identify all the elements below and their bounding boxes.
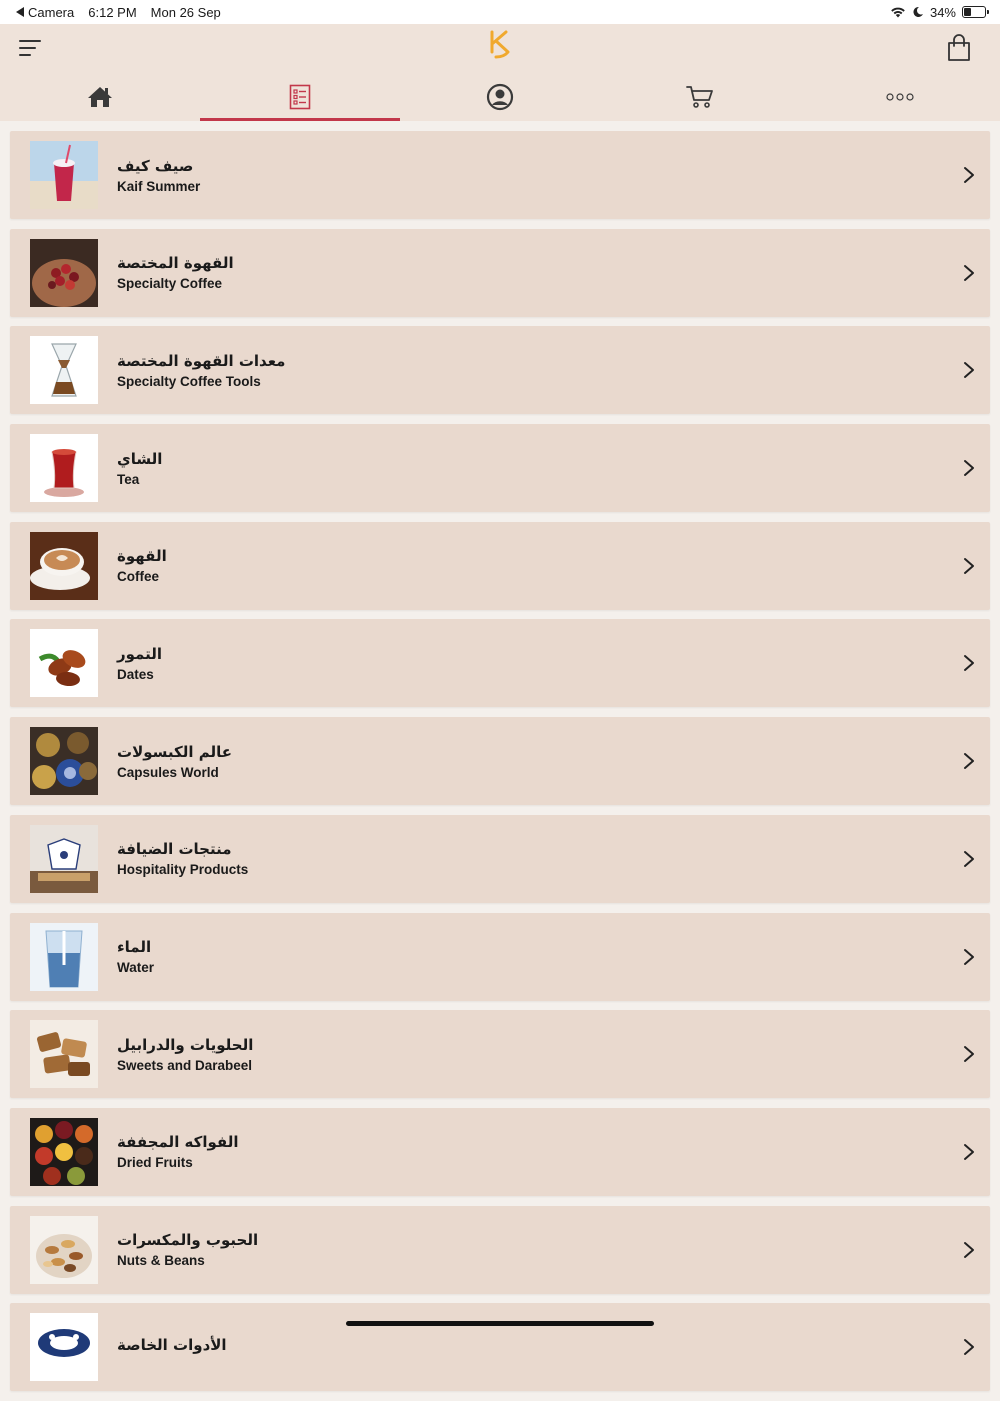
- home-indicator[interactable]: [346, 1321, 654, 1326]
- category-thumbnail: [30, 1118, 98, 1186]
- water-image: [30, 923, 98, 991]
- category-name-english: Sweets and Darabeel: [117, 1057, 253, 1073]
- coffee-cherries-image: [30, 239, 98, 307]
- category-row-chemex[interactable]: [10, 326, 990, 414]
- hamburger-menu-icon: [18, 36, 44, 60]
- category-name-arabic: عالم الكبسولات: [117, 742, 233, 761]
- tab-profile[interactable]: [400, 72, 600, 121]
- category-name-arabic: معدات القهوة المختصة: [117, 351, 286, 370]
- category-name-english: Kaif Summer: [117, 178, 201, 194]
- tea-glass-image: [30, 434, 98, 502]
- home-icon: [87, 85, 113, 109]
- tab-cart[interactable]: [600, 72, 800, 121]
- category-name-arabic: القهوة: [117, 547, 167, 566]
- category-thumbnail: [30, 336, 98, 404]
- category-name-english: Coffee: [117, 569, 160, 585]
- category-name-english: Dried Fruits: [117, 1155, 193, 1171]
- kaif-logo[interactable]: [486, 30, 514, 60]
- category-name-arabic: الأدوات الخاصة: [117, 1336, 227, 1355]
- category-row-porcelain[interactable]: [10, 1303, 990, 1391]
- category-text: [117, 450, 162, 487]
- chevron-right-icon: [962, 360, 976, 380]
- category-text: [117, 157, 200, 194]
- category-thumbnail: [30, 1216, 98, 1284]
- category-thumbnail: [30, 1020, 98, 1088]
- tab-bar: [0, 72, 1000, 121]
- category-name-arabic: الحلويات والدرابيل: [117, 1035, 254, 1054]
- category-name-english: Specialty Coffee: [117, 276, 223, 292]
- chevron-right-icon: [962, 165, 976, 185]
- category-name-english: Dates: [117, 666, 154, 682]
- porcelain-image: [30, 1313, 98, 1381]
- wifi-icon: [890, 6, 906, 18]
- chevron-right-icon: [962, 458, 976, 478]
- category-thumbnail: [30, 141, 98, 209]
- status-bar: [0, 0, 1000, 24]
- dates-image: [30, 629, 98, 697]
- chevron-right-icon: [962, 1044, 976, 1064]
- category-name-arabic: الماء: [117, 938, 152, 956]
- kaif-logo-icon: [486, 30, 514, 60]
- category-thumbnail: [30, 532, 98, 600]
- category-row-capsules[interactable]: [10, 717, 990, 805]
- nuts-image: [30, 1216, 98, 1284]
- category-thumbnail: [30, 825, 98, 893]
- status-time: 6:12 PM: [88, 4, 137, 20]
- category-name-english: Nuts & Beans: [117, 1253, 205, 1269]
- category-text: [117, 1336, 227, 1358]
- tab-home[interactable]: [0, 72, 200, 121]
- chevron-right-icon: [962, 751, 976, 771]
- category-row-dates[interactable]: [10, 619, 990, 707]
- category-row-tea-glass[interactable]: [10, 424, 990, 512]
- hospitality-image: [30, 825, 98, 893]
- battery-icon: [962, 6, 986, 18]
- shopping-bag-icon: [946, 34, 972, 62]
- category-name-english: Hospitality Products: [117, 862, 249, 878]
- chemex-image: [30, 336, 98, 404]
- back-app-label: Camera: [28, 4, 75, 20]
- chevron-right-icon: [962, 1142, 976, 1162]
- category-name-arabic: القهوة المختصة: [117, 254, 234, 273]
- category-text: [117, 938, 154, 975]
- category-row-dried-fruits[interactable]: [10, 1108, 990, 1196]
- back-to-app-link[interactable]: [16, 5, 74, 20]
- tab-categories[interactable]: [200, 72, 400, 121]
- category-thumbnail: [30, 434, 98, 502]
- sweets-image: [30, 1020, 98, 1088]
- menu-button[interactable]: [18, 36, 44, 60]
- more-icon: [886, 92, 914, 102]
- category-row-coffee-cup[interactable]: [10, 522, 990, 610]
- chevron-right-icon: [962, 849, 976, 869]
- back-triangle-icon: [16, 7, 24, 17]
- category-row-iced-drink[interactable]: [10, 131, 990, 219]
- category-thumbnail: [30, 923, 98, 991]
- chevron-right-icon: [962, 1337, 976, 1357]
- iced-drink-image: [30, 141, 98, 209]
- category-text: [117, 254, 234, 291]
- category-text: [117, 352, 285, 389]
- dried-fruits-image: [30, 1118, 98, 1186]
- coffee-cup-image: [30, 532, 98, 600]
- category-text: [117, 840, 248, 877]
- cart-icon: [686, 84, 714, 110]
- category-name-english: Capsules World: [117, 764, 219, 780]
- category-text: [117, 1036, 253, 1073]
- tab-more[interactable]: [800, 72, 1000, 121]
- profile-icon: [486, 83, 514, 111]
- capsules-image: [30, 727, 98, 795]
- category-list: [10, 131, 990, 1401]
- category-name-arabic: منتجات الضيافة: [117, 840, 232, 859]
- category-text: [117, 1133, 239, 1170]
- category-thumbnail: [30, 239, 98, 307]
- category-text: [117, 1231, 258, 1268]
- category-thumbnail: [30, 727, 98, 795]
- category-row-nuts[interactable]: [10, 1206, 990, 1294]
- category-name-english: Tea: [117, 471, 140, 487]
- category-name-english: Water: [117, 960, 155, 975]
- app-header: [0, 24, 1000, 121]
- category-name-arabic: الفواكه المجففة: [117, 1133, 239, 1152]
- moon-icon: [912, 6, 924, 18]
- category-name-arabic: التمور: [117, 644, 162, 663]
- category-name-english: Specialty Coffee Tools: [117, 373, 261, 389]
- category-thumbnail: [30, 629, 98, 697]
- category-text: [117, 547, 167, 584]
- category-name-arabic: الحبوب والمكسرات: [117, 1231, 259, 1250]
- status-date: Mon 26 Sep: [150, 4, 221, 20]
- battery-percent: 34%: [929, 4, 956, 20]
- chevron-right-icon: [962, 556, 976, 576]
- chevron-right-icon: [962, 1240, 976, 1260]
- category-text: [117, 645, 162, 682]
- category-row-coffee-cherries[interactable]: [10, 229, 990, 317]
- category-row-sweets[interactable]: [10, 1010, 990, 1098]
- list-icon: [289, 84, 311, 110]
- chevron-right-icon: [962, 263, 976, 283]
- category-name-arabic: صيف كيف: [117, 156, 194, 175]
- shopping-bag-button[interactable]: [946, 34, 972, 62]
- chevron-right-icon: [962, 653, 976, 673]
- battery-level: [964, 8, 971, 16]
- category-row-hospitality[interactable]: [10, 815, 990, 903]
- category-name-arabic: الشاي: [117, 449, 163, 468]
- category-row-water[interactable]: [10, 913, 990, 1001]
- category-thumbnail: [30, 1313, 98, 1381]
- chevron-right-icon: [962, 947, 976, 967]
- category-text: [117, 743, 232, 780]
